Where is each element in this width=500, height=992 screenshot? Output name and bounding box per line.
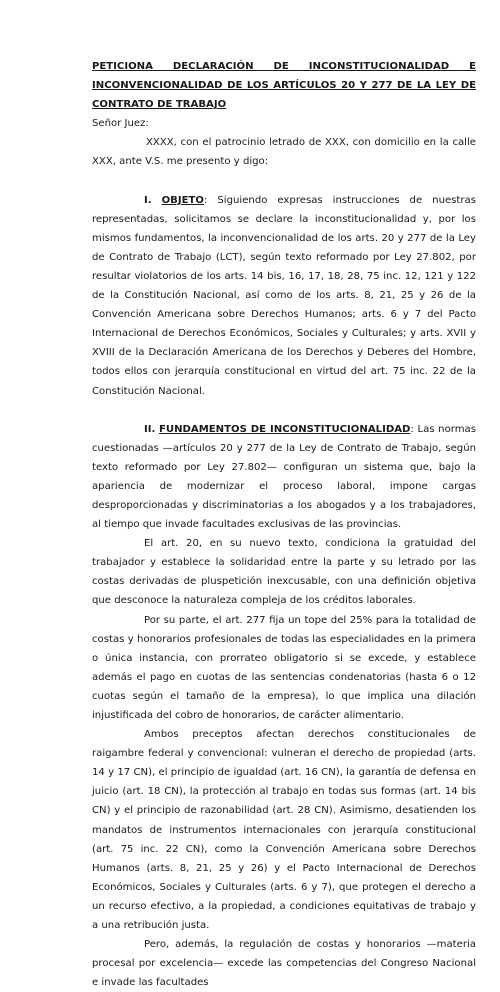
document-title-line-1: PETICIONA DECLARACIÓN DE INCONSTITUCIONALIDAD E — [92, 61, 476, 72]
body-paragraph-art-277: Por su parte, el art. 277 fija un tope del 25% para la totalidad de costas y honorarios profesionales de todas las especialidades en la primera o única instancia, con prorrateo obligatorio si se excede, y establece además el pago en cuotas de las sentencias condenatorias (hasta 6 o 12 cuotas según el tamaño de la empresa), lo que implica una dilación injustificada del cobro de honorarios, de carácter alimentario. — [92, 614, 476, 721]
section-fundamentos-text: : Las normas cuestionadas —artículos 20 y 277 de la Ley de Contrato de Trabajo, según texto reformado por Ley 27.802— configuran un sistema que, bajo la apariencia de modernizar el proceso laboral, impone cargas desproporcionadas y discriminatorias a los abogados y a los trabajadores, al tiempo que invade facultades exclusivas de las provincias. — [92, 423, 476, 531]
body-paragraph-art-20: El art. 20, en su nuevo texto, condiciona la gratuidad del trabajador y establece la solidaridad entre la parte y su letrado por las costas derivadas de pluspetición inexcusable, con una definición objetiva que desconoce la naturaleza compleja de los créditos laborales. — [92, 538, 476, 607]
salutation: Señor Juez: — [92, 118, 149, 130]
document-body — [92, 57, 476, 992]
section-objeto — [92, 191, 476, 401]
section-objeto-text: : Siguiendo expresas instrucciones de nuestras representadas, solicitamos se declare la inconstitucionalidad y, por los mismos fundamentos, la inconvencionalidad de los arts. 20 y 277 de la Ley de Contrato de Trabajo (LCT), según texto reformado por Ley 27.802, por resultar violatorios de los arts. 14 bis, 16, 17, 18, 28, 75 inc. 12, 121 y 122 de la Constitución Nacional, así como de los arts. 8, 21, 25 y 26 de la Convención Americana sobre Derechos Humanos; arts. 6 y 7 del Pacto Internacional de Derechos Económicos, Sociales y Culturales; y arts. XVII y XVIII de la Declaración Americana de los Derechos y Deberes del Hombre, todos ellos con jerarquía constitucional en virtud del art. 75 inc. 22 de la Constitución Nacional. — [92, 194, 476, 397]
spacer — [92, 401, 476, 420]
document-title-line-3: CONTRATO DE TRABAJO — [92, 99, 227, 111]
body-paragraph-competencias: Pero, además, la regulación de costas y honorarios —materia procesal por excelencia— excede las competencias del Congreso Nacional e invade las facultades — [92, 939, 476, 989]
intro-paragraph: XXXX, con el patrocinio letrado de XXX, con domicilio en la calle XXX, ante V.S. me presento y digo: — [92, 137, 476, 168]
section-fundamentos — [92, 420, 476, 535]
section-objeto-heading: OBJETO — [161, 194, 204, 206]
body-paragraph-derechos: Ambos preceptos afectan derechos constitucionales de raigambre federal y convencional: vulneran el derecho de propiedad (arts. 14 y 17 CN), el principio de igualdad (art. 16 CN), la garantía de defensa en juicio (art. 18 CN), la protección al trabajo en todas sus formas (art. 14 bis CN) y el principio de razonabilidad (art. 28 CN). Asimismo, desatienden los mandatos de instrumentos internacionales con jerarquía constitucional (art. 75 inc. 22 CN), como la Convención Americana sobre Derechos Humanos (arts. 8, 21, 25 y 26) y el Pacto Internacional de Derechos Económicos, Sociales y Culturales (arts. 6 y 7), que protegen el derecho a un recurso efectivo, a la propiedad, a condiciones equitativas de trabajo y a una retribución justa. — [92, 729, 476, 932]
section-fundamentos-heading: FUNDAMENTOS DE INCONSTITUCIONALIDAD — [159, 423, 411, 435]
document-title-line-2: INCONVENCIONALIDAD DE LOS ARTÍCULOS 20 Y 277 DE LA LEY DE — [92, 80, 476, 92]
section-objeto-number: I. — [144, 194, 152, 206]
spacer — [92, 172, 476, 191]
section-fundamentos-number: II. — [144, 423, 156, 435]
